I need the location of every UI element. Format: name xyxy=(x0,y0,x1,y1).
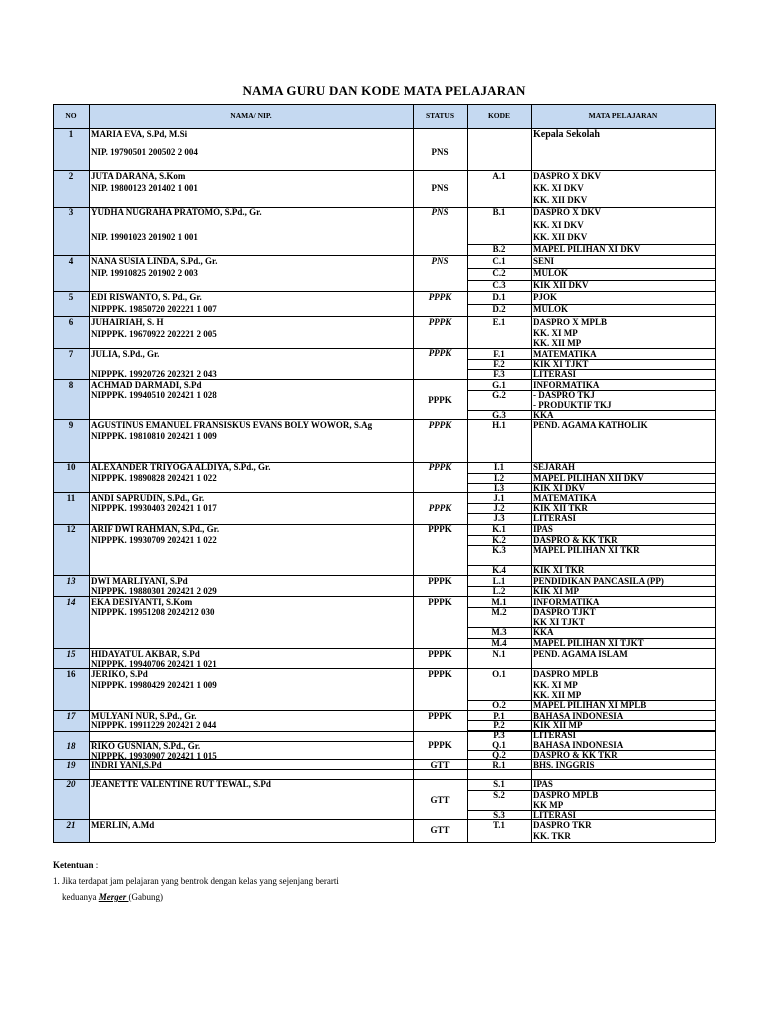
notes-line-1: 1. Jika terdapat jam pelajaran yang bentrok dengan kelas yang sejenjang berarti xyxy=(53,876,339,886)
subject-code: L.2 xyxy=(492,586,506,596)
teacher-name: ACHMAD DARMADI, S.Pd xyxy=(91,380,202,390)
subject-code: B.1 xyxy=(492,207,506,217)
teacher-name: HIDAYATUL AKBAR, S.Pd xyxy=(91,649,200,659)
subject-name: KK. XII MP xyxy=(533,338,582,348)
status-badge: PPPK xyxy=(428,420,452,430)
subject-name: DASPRO X MPLB xyxy=(533,317,607,327)
subject-name: PENDIDIKAN PANCASILA (PP) xyxy=(533,576,664,586)
subject-code: K.3 xyxy=(492,545,506,555)
subject-code: J.1 xyxy=(493,493,505,503)
subject-name: KIK XI TJKT xyxy=(533,359,589,369)
subject-code: I.1 xyxy=(493,462,505,472)
teacher-nip: NIP. 19800123 201402 1 001 xyxy=(91,183,198,193)
subject-name: KIK XI TKR xyxy=(533,565,585,575)
row-number: 7 xyxy=(68,349,74,359)
subject-code: F.1 xyxy=(493,349,505,359)
row-number: 6 xyxy=(68,317,74,327)
status-badge: PPPK xyxy=(428,503,452,513)
subject-code: K.4 xyxy=(492,565,506,575)
row-number: 12 xyxy=(66,524,76,534)
teacher-nip: NIPPPK. 19920726 202321 2 043 xyxy=(91,369,217,379)
teacher-name: MULYANI NUR, S.Pd., Gr. xyxy=(91,711,197,721)
teacher-nip: NIPPPK. 19930403 202421 1 017 xyxy=(91,503,217,513)
subject-code: H.1 xyxy=(492,420,506,430)
header-nama: NAMA/ NIP. xyxy=(230,111,272,120)
subject-name: KKA xyxy=(533,410,554,420)
status-badge: PPPK xyxy=(428,711,452,721)
subject-name: IPAS xyxy=(533,524,553,534)
status-badge: PNS xyxy=(431,207,449,217)
teacher-name: JUHAIRIAH, S. H xyxy=(91,317,164,327)
subject-code: S.3 xyxy=(493,810,505,820)
row-number: 16 xyxy=(66,669,76,679)
subject-code: I.3 xyxy=(493,483,505,493)
teacher-nip: NIP. 19901023 201902 1 001 xyxy=(91,232,198,242)
subject-name: KIK XI DKV xyxy=(533,483,586,493)
teacher-name: ALEXANDER TRIYOGA ALDIYA, S.Pd., Gr. xyxy=(91,462,271,472)
teacher-name: JULIA, S.Pd., Gr. xyxy=(91,349,160,359)
subject-code: O.2 xyxy=(492,700,506,710)
subject-code: A.1 xyxy=(492,171,506,181)
subject-name: DASPRO TJKT xyxy=(533,607,596,617)
teacher-name: JUTA DARANA, S.Kom xyxy=(91,171,186,181)
header-mata-pelajaran: MATA PELAJARAN xyxy=(588,111,658,120)
subject-name: DASPRO MPLB xyxy=(533,669,599,679)
teacher-nip: NIPPPK. 19810810 202421 1 009 xyxy=(91,431,217,441)
subject-name: KK XI TJKT xyxy=(533,617,585,627)
subject-code: F.3 xyxy=(493,369,505,379)
subject-name: DASPRO TKR xyxy=(533,820,592,830)
page-title: NAMA GURU DAN KODE MATA PELAJARAN xyxy=(242,83,526,98)
status-badge: PNS xyxy=(431,256,449,266)
status-badge: GTT xyxy=(430,825,450,835)
subject-name: SENI xyxy=(533,256,555,266)
subject-code: I.2 xyxy=(493,473,505,483)
subject-name: LITERASI xyxy=(533,369,577,379)
teacher-nip: NIPPPK. 19880301 202421 2 029 xyxy=(91,586,217,596)
subject-name: MULOK xyxy=(533,304,568,314)
subject-name: BHS. INGGRIS xyxy=(533,760,595,770)
subject-name: BAHASA INDONESIA xyxy=(533,711,624,721)
subject-name: PJOK xyxy=(533,292,557,302)
teacher-name: YUDHA NUGRAHA PRATOMO, S.Pd., Gr. xyxy=(91,207,262,217)
teacher-nip: NIPPPK. 19940510 202421 1 028 xyxy=(91,390,217,400)
status-badge: PPPK xyxy=(428,292,452,302)
subject-name: MATEMATIKA xyxy=(533,493,597,503)
subject-name: Kepala Sekolah xyxy=(533,129,600,140)
row-number: 14 xyxy=(66,597,76,607)
status-badge: PPPK xyxy=(428,524,452,534)
row-number: 3 xyxy=(68,207,74,217)
row-number: 11 xyxy=(66,493,76,503)
subject-code: M.3 xyxy=(491,627,507,637)
teacher-nip: NIPPPK. 19670922 202221 2 005 xyxy=(91,329,217,339)
teacher-name: DWI MARLIYANI, S.Pd xyxy=(91,576,188,586)
subject-name: IPAS xyxy=(533,779,553,789)
subject-code: L.1 xyxy=(492,576,506,586)
subject-name: KIK XII DKV xyxy=(533,280,589,290)
row-number: 1 xyxy=(68,129,74,139)
subject-name: KK MP xyxy=(533,800,564,810)
subject-code: S.1 xyxy=(493,779,505,789)
status-badge: PNS xyxy=(431,147,449,157)
subject-name: KK. XI MP xyxy=(533,328,578,338)
status-badge: PPPK xyxy=(428,669,452,679)
subject-name: MAPEL PILIHAN XII DKV xyxy=(533,473,644,483)
teacher-name: ANDI SAPRUDIN, S.Pd., Gr. xyxy=(91,493,205,503)
teacher-name: EDI RISWANTO, S. Pd., Gr. xyxy=(91,292,202,302)
subject-code: G.3 xyxy=(492,410,506,420)
teacher-nip: NIPPPK. 19850720 202221 1 007 xyxy=(91,304,217,314)
subject-code: B.2 xyxy=(492,244,506,254)
subject-code: D.1 xyxy=(492,292,506,302)
subject-name: DASPRO X DKV xyxy=(533,207,602,217)
subject-code: J.3 xyxy=(493,513,505,523)
subject-name: DASPRO MPLB xyxy=(533,790,599,800)
row-number: 17 xyxy=(66,711,76,721)
subject-name: INFORMATIKA xyxy=(533,380,600,390)
status-badge: PPPK xyxy=(428,649,452,659)
subject-code: P.3 xyxy=(493,730,505,740)
status-badge: PPPK xyxy=(428,740,452,750)
subject-name: LITERASI xyxy=(533,730,577,740)
teacher-name: ARIF DWI RAHMAN, S.Pd., Gr. xyxy=(91,524,220,534)
subject-name: LITERASI xyxy=(533,513,577,523)
subject-code: P.2 xyxy=(493,720,505,730)
subject-name: KIK XI MP xyxy=(533,586,579,596)
subject-name: KK. XI MP xyxy=(533,680,578,690)
subject-name: KK. XII DKV xyxy=(533,232,588,242)
teacher-nip: NIPPPK. 19940706 202421 1 021 xyxy=(91,659,217,669)
teacher-name: MERLIN, A.Md xyxy=(91,820,155,830)
header-kode: KODE xyxy=(487,111,511,120)
row-number: 4 xyxy=(68,256,74,266)
subject-code: J.2 xyxy=(493,503,505,513)
subject-code: Q.2 xyxy=(492,750,506,760)
subject-name: DASPRO & KK TKR xyxy=(533,750,618,760)
status-badge: GTT xyxy=(430,795,450,805)
row-number: 9 xyxy=(68,420,74,430)
status-badge: PPPK xyxy=(428,462,452,472)
subject-name: MAPEL PILIHAN XI DKV xyxy=(533,244,641,254)
row-number: 21 xyxy=(66,820,76,830)
subject-code: S.2 xyxy=(493,790,505,800)
teacher-name: JERIKO, S.Pd xyxy=(91,669,148,679)
subject-name: KIK XII TKR xyxy=(533,503,588,513)
teacher-name: INDRI YANI,S.Pd xyxy=(91,760,162,770)
row-number: 8 xyxy=(68,380,74,390)
subject-name: MAPEL PILIHAN XI MPLB xyxy=(533,700,647,710)
subject-name: PEND. AGAMA ISLAM xyxy=(533,649,628,659)
teacher-name: RIKO GUSNIAN, S.Pd., Gr. xyxy=(91,741,201,751)
subject-name: - DASPRO TKJ xyxy=(533,390,595,400)
subject-name: KK. TKR xyxy=(533,831,571,841)
subject-name: KK. XII MP xyxy=(533,690,582,700)
subject-name: DASPRO X DKV xyxy=(533,171,602,181)
subject-code: D.2 xyxy=(492,304,506,314)
subject-code: P.1 xyxy=(493,711,505,721)
subject-name: BAHASA INDONESIA xyxy=(533,740,624,750)
subject-code: M.2 xyxy=(491,607,507,617)
subject-name: MATEMATIKA xyxy=(533,349,597,359)
row-number: 2 xyxy=(68,171,74,181)
subject-name: MULOK xyxy=(533,268,568,278)
teacher-nip: NIP. 19790501 200502 2 004 xyxy=(91,147,198,157)
subject-code: C.2 xyxy=(492,268,506,278)
subject-name: - PRODUKTIF TKJ xyxy=(533,400,612,410)
subject-code: C.1 xyxy=(492,256,506,266)
row-number: 13 xyxy=(66,576,76,586)
subject-name: LITERASI xyxy=(533,810,577,820)
subject-name: KK. XI DKV xyxy=(533,183,584,193)
subject-name: KK. XI DKV xyxy=(533,220,584,230)
status-badge: GTT xyxy=(430,760,450,770)
teacher-name: NANA SUSIA LINDA, S.Pd., Gr. xyxy=(91,256,218,266)
notes-line-2: keduanya Merger (Gabung) xyxy=(62,892,163,902)
teacher-name: AGUSTINUS EMANUEL FRANSISKUS EVANS BOLY WOWOR, S.Ag xyxy=(91,420,373,430)
teacher-nip: NIP. 19910825 201902 2 003 xyxy=(91,268,198,278)
subject-code: R.1 xyxy=(492,760,506,770)
header-status: STATUS xyxy=(425,111,455,120)
subject-name: KK. XII DKV xyxy=(533,195,588,205)
teacher-name: EKA DESIYANTI, S.Kom xyxy=(91,597,193,607)
teacher-nip: NIPPPK. 19951208 2024212 030 xyxy=(91,607,215,617)
teacher-nip: NIPPPK. 19980429 202421 1 009 xyxy=(91,680,217,690)
subject-code: C.3 xyxy=(492,280,506,290)
row-number: 10 xyxy=(66,462,76,472)
teacher-name: JEANETTE VALENTINE RUT TEWAL, S.Pd xyxy=(91,779,271,789)
row-number: 20 xyxy=(66,779,76,789)
subject-name: DASPRO & KK TKR xyxy=(533,535,618,545)
subject-code: O.1 xyxy=(492,669,506,679)
row-number: 19 xyxy=(66,760,76,770)
teacher-nip: NIPPPK. 19930709 202421 1 022 xyxy=(91,535,217,545)
teacher-nip: NIPPPK. 19911229 202421 2 044 xyxy=(91,720,217,730)
notes-heading: Ketentuan : xyxy=(53,860,99,870)
subject-name: MAPEL PILIHAN XI TKR xyxy=(533,545,640,555)
row-number: 18 xyxy=(66,741,76,751)
subject-code: M.4 xyxy=(491,638,507,648)
subject-code: G.2 xyxy=(492,390,506,400)
status-badge: PPPK xyxy=(428,317,452,327)
subject-name: KKA xyxy=(533,627,554,637)
subject-code: N.1 xyxy=(492,649,506,659)
header-no: NO xyxy=(65,111,77,120)
subject-code: K.1 xyxy=(492,524,506,534)
subject-code: E.1 xyxy=(492,317,506,327)
row-number: 15 xyxy=(66,649,76,659)
status-badge: PPPK xyxy=(428,597,452,607)
subject-code: T.1 xyxy=(492,820,506,830)
subject-code: G.1 xyxy=(492,380,506,390)
subject-name: SEJARAH xyxy=(533,462,576,472)
subject-code: M.1 xyxy=(491,597,507,607)
teacher-name: MARIA EVA, S.Pd, M.Si xyxy=(91,129,188,139)
subject-name: MAPEL PILIHAN XI TJKT xyxy=(533,638,644,648)
status-badge: PNS xyxy=(431,183,449,193)
subject-code: F.2 xyxy=(493,359,505,369)
teacher-nip: NIPPPK. 19890828 202421 1 022 xyxy=(91,473,217,483)
subject-name: PEND. AGAMA KATHOLIK xyxy=(533,420,648,430)
status-badge: PPPK xyxy=(428,348,452,358)
status-badge: PPPK xyxy=(428,395,452,405)
row-number: 5 xyxy=(68,292,74,302)
status-badge: PPPK xyxy=(428,576,452,586)
subject-name: INFORMATIKA xyxy=(533,597,600,607)
subject-code: K.2 xyxy=(492,535,506,545)
subject-code: Q.1 xyxy=(492,740,506,750)
teacher-nip: NIPPPK. 19930907 202421 1 015 xyxy=(91,751,217,761)
subject-name: KIK XII MP xyxy=(533,720,583,730)
